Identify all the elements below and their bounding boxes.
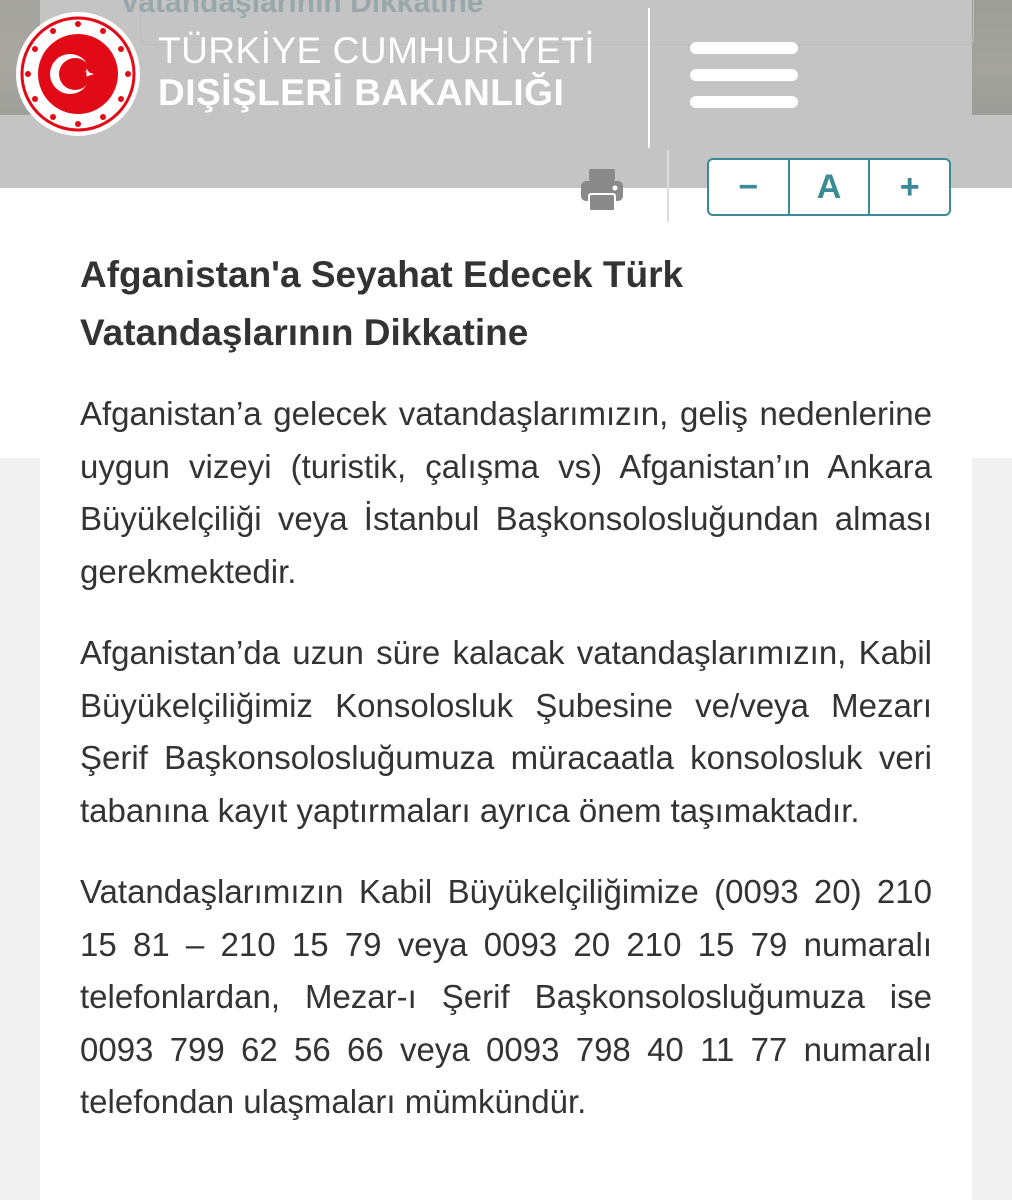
hamburger-menu-icon bbox=[690, 42, 798, 54]
article-paragraph: Vatandaşlarımızın Kabil Büyükelçiliğimize (0093 20) 210 15 81 – 210 15 79 veya 0093 20 210 15 79 numaralı telefonlardan, Mezar-ı Şerif Başkonsolosluğumuza ise 0093 799 62 56 66 veya 0093 798 40 11 77 numaralı telefondan ulaşmaları mümkündür. bbox=[80, 873, 932, 1120]
ministry-name[interactable] bbox=[158, 30, 595, 114]
ministry-name-line2: DIŞİŞLERİ BAKANLIĞI bbox=[158, 72, 565, 113]
article-title: Afganistan'a Seyahat Edecek Türk Vatandaşlarının Dikkatine bbox=[80, 254, 684, 353]
article-paragraph: Afganistan’a gelecek vatandaşlarımızın, geliş nedenlerine uygun vizeyi (turistik, çalışma vs) Afganistan’ın Ankara Büyükelçiliği veya İstanbul Başkonsolosluğundan alması gerekmektedir. bbox=[80, 395, 932, 590]
reset-font-button[interactable]: A bbox=[788, 160, 869, 214]
font-size-controls bbox=[707, 158, 951, 216]
article-paragraph: Afganistan’da uzun süre kalacak vatandaşlarımızın, Kabil Büyükelçiliğimiz Konsolosluk Şubesine ve/veya Mezarı Şerif Başkonsolosluğumuza müracaatla konsolosluk veri tabanına kayıt yaptırmaları ayrıca önem taşımaktadır. bbox=[80, 634, 932, 829]
toolbar-divider bbox=[667, 150, 669, 222]
hamburger-menu-icon bbox=[690, 69, 798, 81]
header-divider bbox=[648, 8, 650, 148]
printer-icon[interactable] bbox=[576, 164, 628, 216]
decrease-font-button[interactable]: − bbox=[738, 167, 759, 206]
hamburger-menu-button[interactable] bbox=[690, 42, 798, 108]
hamburger-menu-icon bbox=[690, 96, 798, 108]
increase-font-button[interactable]: + bbox=[868, 160, 949, 214]
ministry-name-line1: TÜRKİYE CUMHURİYETİ bbox=[158, 30, 596, 71]
article-body bbox=[80, 388, 932, 1158]
turkish-ministry-emblem-icon[interactable] bbox=[14, 10, 142, 138]
